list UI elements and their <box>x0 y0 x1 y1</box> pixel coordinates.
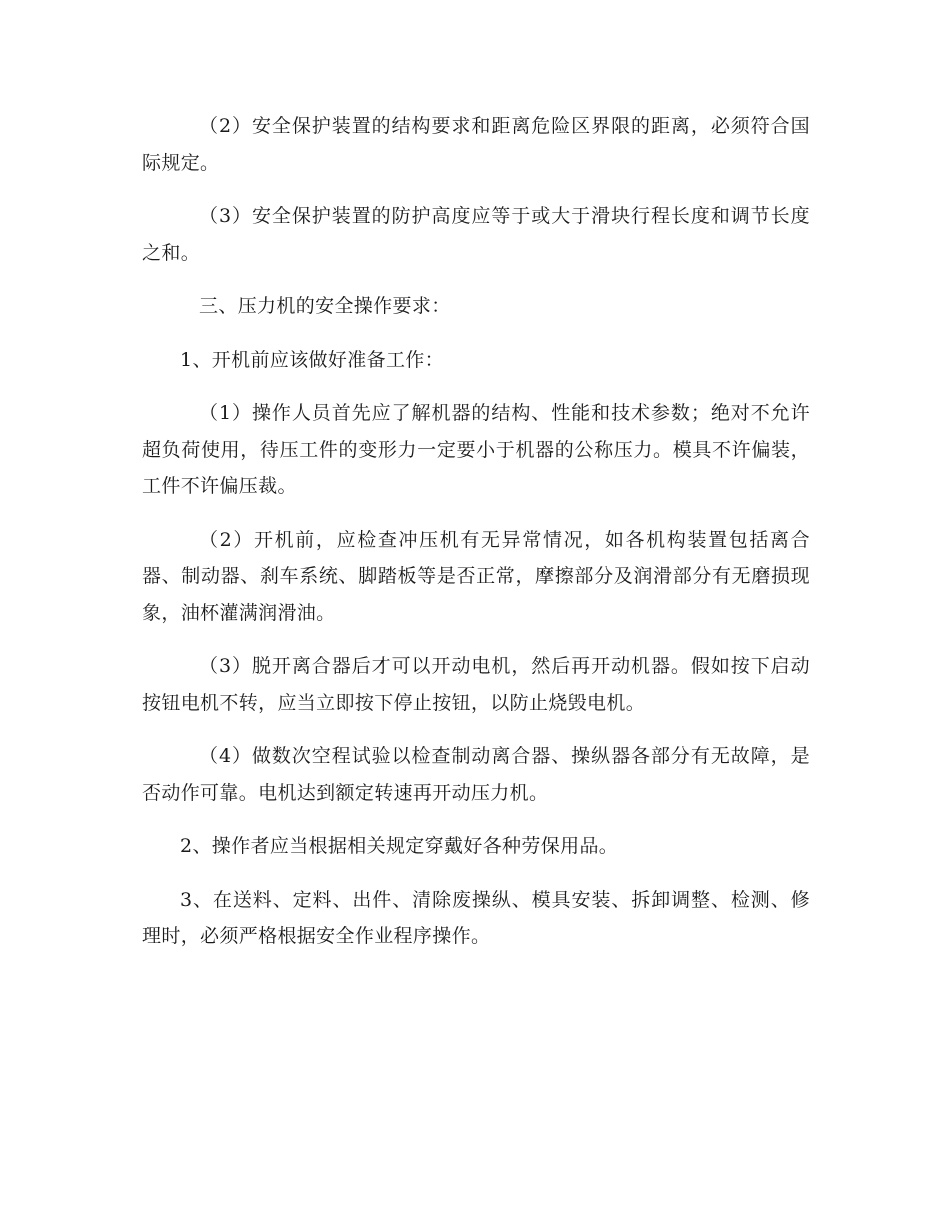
paragraph-prep-1: （1）操作人员首先应了解机器的结构、性能和技术参数；绝对不允许超负荷使用，待压工件的变形力一定要小于机器的公称压力。模具不许偏装，工件不许偏压裁。 <box>142 402 810 497</box>
paragraph-prep-2: （2）开机前，应检查冲压机有无异常情况，如各机构装置包括离合器、制动器、刹车系统、脚踏板等是否正常，摩擦部分及润滑部分有无磨损现象，油杯灌满润滑油。 <box>142 528 810 624</box>
paragraph-prep-3: （3）脱开离合器后才可以开动电机，然后再开动机器。假如按下启动按钮电机不转，应当立即按下停止按钮，以防止烧毁电机。 <box>142 655 810 714</box>
paragraph-guard-height: （3）安全保护装置的防护高度应等于或大于滑块行程长度和调节长度之和。 <box>142 205 810 264</box>
section-heading-operation: 三、压力机的安全操作要求： <box>199 295 451 317</box>
paragraph-guard-structure: （2）安全保护装置的结构要求和距离危险区界限的距离，必须符合国际规定。 <box>142 115 810 174</box>
list-item-safe-procedure: 3、在送料、定料、出件、清除废操纵、模具安装、拆卸调整、检测、修理时，必须严格根据安全作业程序操作。 <box>142 888 810 947</box>
list-item-protective-gear: 2、操作者应当根据相关规定穿戴好各种劳保用品。 <box>180 835 619 857</box>
document-body <box>142 108 810 972</box>
list-item-preparation: 1、开机前应该做好准备工作： <box>180 348 444 371</box>
paragraph-prep-4: （4）做数次空程试验以检查制动离合器、操纵器各部分有无故障，是否动作可靠。电机达到额定转速再开动压力机。 <box>142 745 810 804</box>
